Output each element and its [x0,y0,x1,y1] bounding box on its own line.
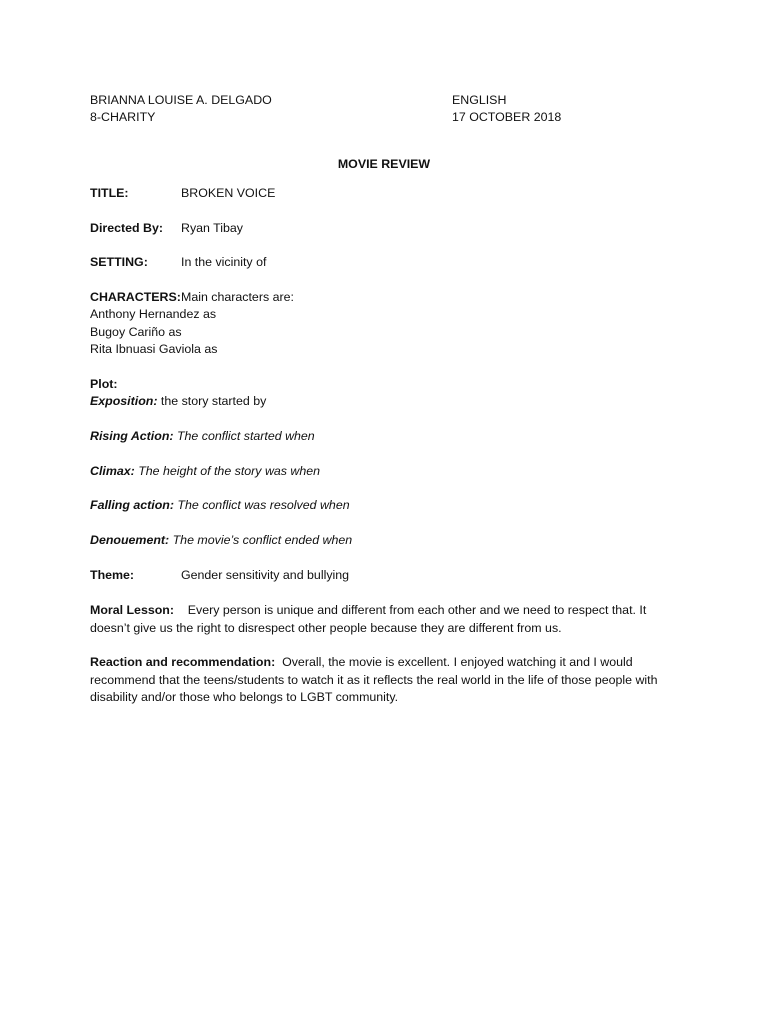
exposition-label: Exposition: [90,394,158,408]
title-value: BROKEN VOICE [181,186,276,200]
student-name: BRIANNA LOUISE A. DELGADO [90,93,272,107]
climax-text: The height of the story was when [134,464,321,478]
plot-falling-action [90,497,350,515]
plot-label: Plot: [90,377,118,391]
setting-value: In the vicinity of [181,255,267,269]
plot-climax [90,463,320,481]
characters-intro: Main characters are: [181,290,294,304]
plot-exposition [90,393,266,411]
theme-value: Gender sensitivity and bullying [181,568,350,582]
reaction-recommendation [90,654,670,707]
falling-action-label: Falling action: [90,498,174,512]
title-label: TITLE: [90,186,129,200]
setting-label: SETTING: [90,255,148,269]
date: 17 OCTOBER 2018 [452,110,562,124]
characters-label: CHARACTERS: [90,290,181,304]
reaction-text: Overall, the movie is excellent. I enjoyed watching it and I would recommend that the teens/students to watch it as it reflects the real world in the life of those people with disability and/or those who belongs to LGBT community. [90,655,658,704]
denouement-label: Denouement: [90,533,170,547]
character-item: Anthony Hernandez as [90,307,217,321]
moral-lesson-text: Every person is unique and different from each other and we need to respect that. It doesn’t give us the right to disrespect other people because they are different from us. [90,603,647,635]
rising-action-label: Rising Action: [90,429,174,443]
subject: ENGLISH [452,93,507,107]
directed-by-label: Directed By: [90,221,163,235]
student-section: 8-CHARITY [90,110,156,124]
moral-lesson-label: Moral Lesson: [90,603,174,617]
climax-label: Climax: [90,464,135,478]
character-item: Bugoy Cariño as [90,325,182,339]
reaction-label: Reaction and recommendation: [90,655,276,669]
theme-label: Theme: [90,568,135,582]
moral-lesson [90,602,670,637]
document-title: MOVIE REVIEW [337,157,431,171]
rising-action-text: The conflict started when [173,429,315,443]
character-item: Rita Ibnuasi Gaviola as [90,342,218,356]
falling-action-text: The conflict was resolved when [173,498,350,512]
plot-rising-action [90,428,315,446]
exposition-text: the story started by [157,394,267,408]
denouement-text: The movie’s conflict ended when [169,533,353,547]
plot-denouement [90,532,352,550]
directed-by-value: Ryan Tibay [181,221,243,235]
